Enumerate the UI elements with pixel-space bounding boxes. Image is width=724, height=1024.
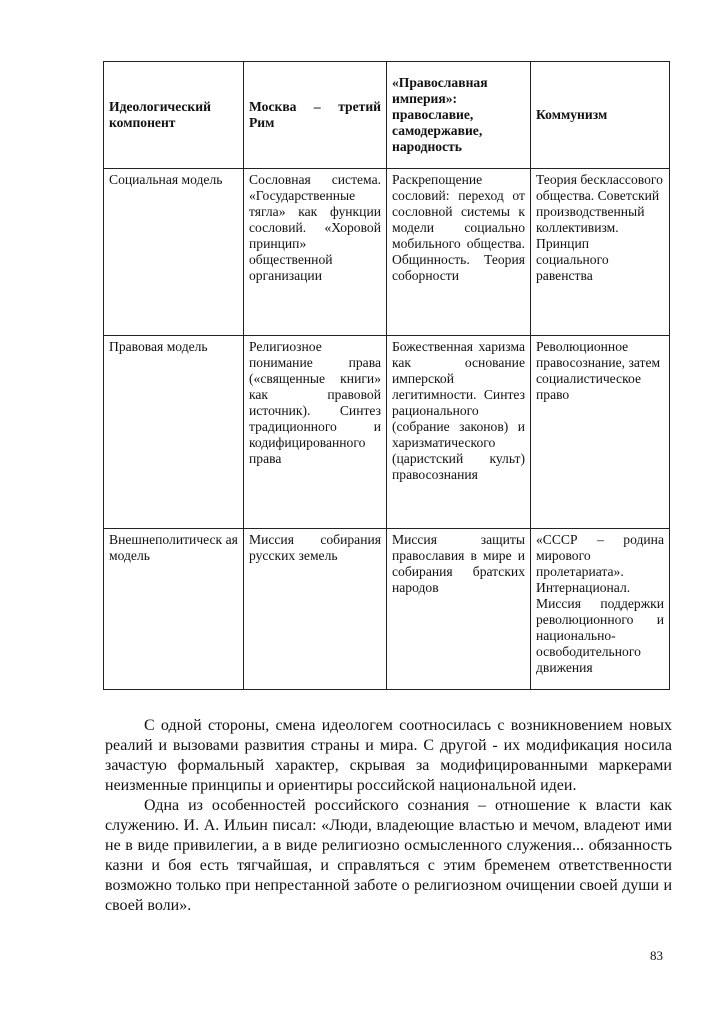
- row-component-cell: Правовая модель: [104, 336, 244, 529]
- row-moscow-cell: Сословная система. «Государственные тягла» как функции сословий. «Хоровой принцип» общественной организации: [244, 169, 387, 336]
- body-text: [105, 716, 672, 916]
- row-communism-cell: «СССР – родина мирового пролетариата». Интернационал. Миссия поддержки революционного и национально-освободительного движения: [531, 529, 670, 690]
- row-moscow-cell: Миссия собирания русских земель: [244, 529, 387, 690]
- table-row: [104, 336, 670, 529]
- table-header-row: [104, 62, 670, 169]
- row-empire-cell: Раскрепощение сословий: переход от сословной системы к модели социально мобильного общества. Общинность. Теория соборности: [387, 169, 531, 336]
- header-component: Идеологический компонент: [104, 62, 244, 169]
- row-communism-cell: Революционное правосознание, затем социалистическое право: [531, 336, 670, 529]
- row-component-cell: Социальная модель: [104, 169, 244, 336]
- paragraph: Одна из особенностей российского сознания – отношение к власти как служению. И. А. Ильин писал: «Люди, владеющие властью и мечом, владеют ими не в виде привилегии, а в виде религиозно осмысленного служения... обязанность казни и боя есть тягчайшая, и справляться с этим бременем ответственности возможно только при непрестанной заботе о религиозном очищении своей души и своей воли».: [105, 797, 672, 914]
- row-communism-cell: Теория бесклассового общества. Советский производственный коллективизм. Принцип социального равенства: [531, 169, 670, 336]
- header-moscow: Москва – третий Рим: [244, 62, 387, 169]
- ideology-comparison-table: [103, 61, 670, 690]
- table-row: [104, 529, 670, 690]
- header-communism: Коммунизм: [531, 62, 670, 169]
- header-empire: «Православная империя»: православие, самодержавие, народность: [387, 62, 531, 169]
- page-number: 83: [650, 948, 663, 963]
- table-row: [104, 169, 670, 336]
- row-component-cell: Внешнеполитическ ая модель: [104, 529, 244, 690]
- row-moscow-cell: Религиозное понимание права («священные книги» как правовой источник). Синтез традиционного и кодифицированного права: [244, 336, 387, 529]
- row-empire-cell: Миссия защиты православия в мире и собирания братских народов: [387, 529, 531, 690]
- paragraph: С одной стороны, смена идеологем соотносилась с возникновением новых реалий и вызовами развития страны и мира. С другой - их модификация носила зачастую формальный характер, скрывая за модифицированными маркерами неизменные принципы и ориентиры российской национальной идеи.: [105, 717, 672, 794]
- row-empire-cell: Божественная харизма как основание имперской легитимности. Синтез рационального (собрание законов) и харизматического (царистский культ) правосознания: [387, 336, 531, 529]
